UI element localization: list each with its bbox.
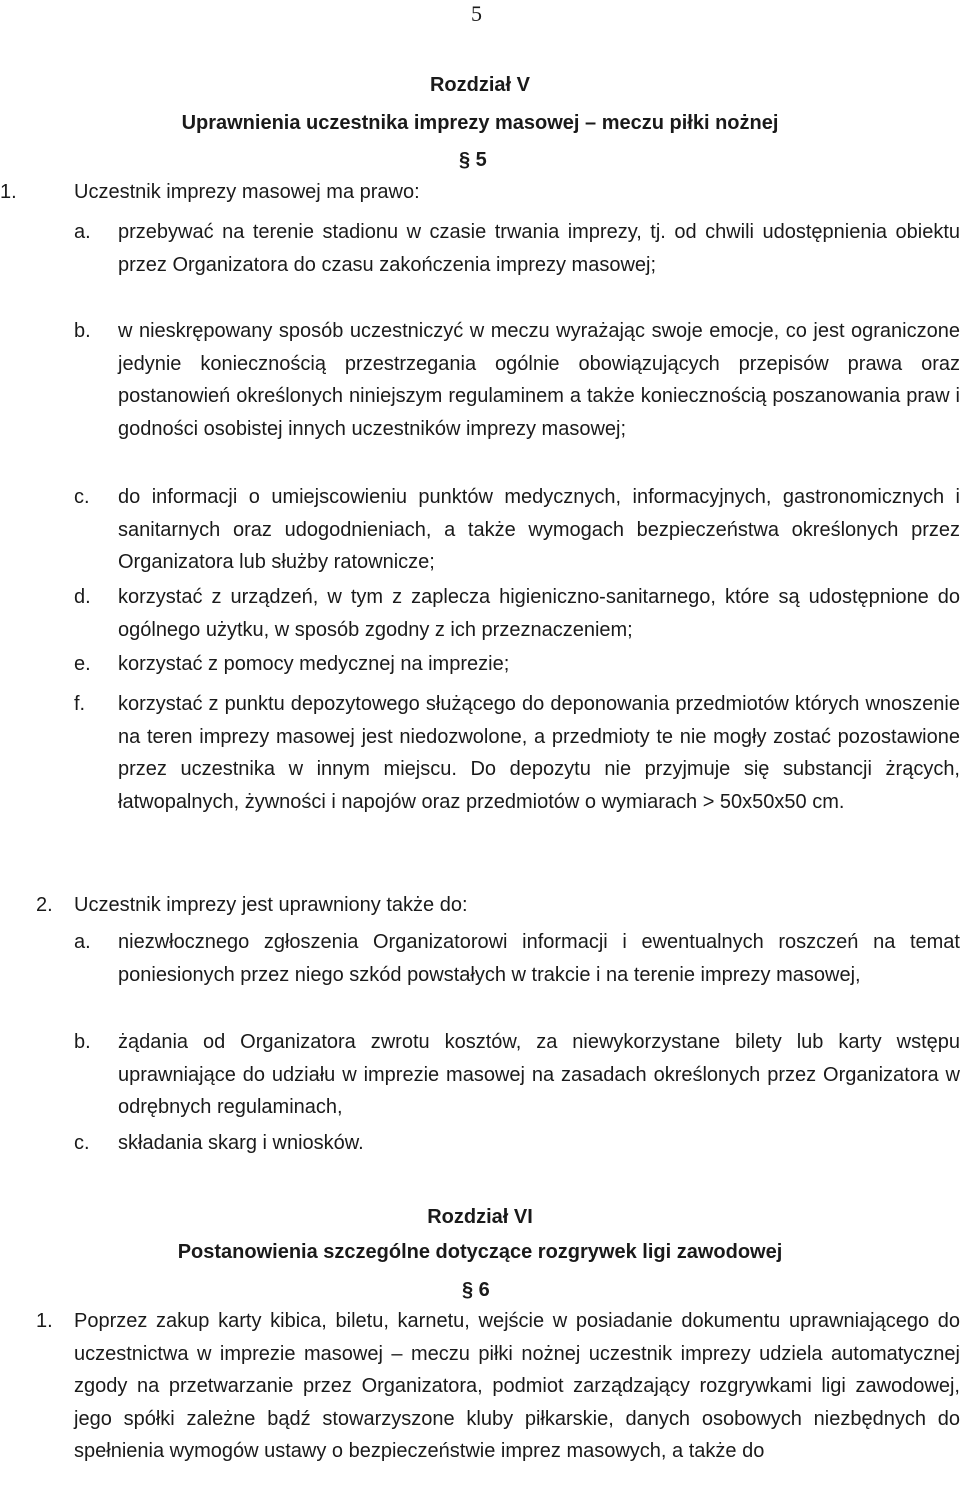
item-text: Uczestnik imprezy masowej ma prawo:	[74, 181, 420, 203]
item-text: Uczestnik imprezy jest uprawniony także do:	[74, 894, 468, 916]
sub-letter: f.	[74, 693, 86, 715]
sub-text: w nieskrępowany sposób uczestniczyć w meczu wyrażając swoje emocje, co jest ograniczone jedynie koniecznością przestrzegania ogólnie obowiązujących przepisów prawa oraz postanowień określonych niniejszym regulaminem a także koniecznością poszanowania praw i godności osobistej innych uczestników imprezy masowej;	[118, 320, 960, 440]
sub-letter: b.	[74, 320, 91, 342]
sub-text: żądania od Organizatora zwrotu kosztów, za niewykorzystane bilety lub karty wstępu uprawniające do udziału w imprezie masowej na zasadach określonych przez Organizatora w odrębnych regulaminach,	[118, 1031, 960, 1119]
sub-text: składania skarg i wniosków.	[118, 1132, 364, 1154]
sub-letter: c.	[74, 1132, 90, 1154]
sub-text: korzystać z pomocy medycznej na imprezie;	[118, 653, 510, 675]
item-number: 1.	[36, 1310, 53, 1332]
page-number: 5	[471, 1, 482, 26]
sub-text: niezwłocznego zgłoszenia Organizatorowi informacji i ewentualnych roszczeń na temat poniesionych przez niego szkód powstałych w trakcie i na terenie imprezy masowej,	[118, 931, 960, 986]
sub-text: korzystać z punktu depozytowego służącego do deponowania przedmiotów których wnoszenie na teren imprezy masowej jest niedozwolone, a przedmioty te nie mogły zostać pozostawione przez uczestnika w innym miejscu. Do depozytu nie przyjmuje się substancji żrących, łatwopalnych, żywności i napojów oraz przedmiotów o wymiarach > 50x50x50 cm.	[118, 693, 960, 813]
paragraph-mark: § 5	[459, 149, 487, 171]
chapter-subtitle: Postanowienia szczególne dotyczące rozgrywek ligi zawodowej	[177, 1241, 783, 1263]
sub-letter: e.	[74, 653, 91, 675]
sub-text: przebywać na terenie stadionu w czasie trwania imprezy, tj. od chwili udostępnienia obiektu przez Organizatora do czasu zakończenia imprezy masowej;	[118, 221, 960, 276]
sub-letter: a.	[74, 221, 91, 243]
paragraph-mark: § 6	[462, 1279, 490, 1301]
sub-letter: a.	[74, 931, 91, 953]
sub-text: do informacji o umiejscowieniu punktów medycznych, informacyjnych, gastronomicznych i sanitarnych oraz udogodnieniach, a także wymogach bezpieczeństwa określonych przez Organizatora lub służby ratownicze;	[118, 486, 960, 574]
chapter-title: Rozdział V	[429, 74, 530, 96]
item-text: Poprzez zakup karty kibica, biletu, karnetu, wejście w posiadanie dokumentu uprawniającego do uczestnictwa w imprezie masowej – meczu piłki nożnej uczestnik imprezy udziela automatycznej zgody na przetwarzanie przez Organizatora, podmiot zarządzający rozgrywkami ligi zawodowej, jego spółki zależne bądź stowarzyszone kluby piłkarskie, danych osobowych niezbędnych do spełnienia wymogów ustawy o bezpieczeństwie imprez masowych, a także do	[74, 1310, 960, 1463]
item-number: 1.	[0, 181, 17, 203]
sub-letter: b.	[74, 1031, 91, 1053]
sub-text: korzystać z urządzeń, w tym z zaplecza higieniczno-sanitarnego, które są udostępnione do ogólnego użytku, w sposób zgodny z ich przeznaczeniem;	[118, 586, 960, 641]
chapter-subtitle: Uprawnienia uczestnika imprezy masowej – meczu piłki nożnej	[181, 112, 779, 134]
chapter-title: Rozdział VI	[427, 1206, 533, 1228]
item-number: 2.	[36, 894, 53, 916]
sub-letter: d.	[74, 586, 91, 608]
sub-letter: c.	[74, 486, 90, 508]
